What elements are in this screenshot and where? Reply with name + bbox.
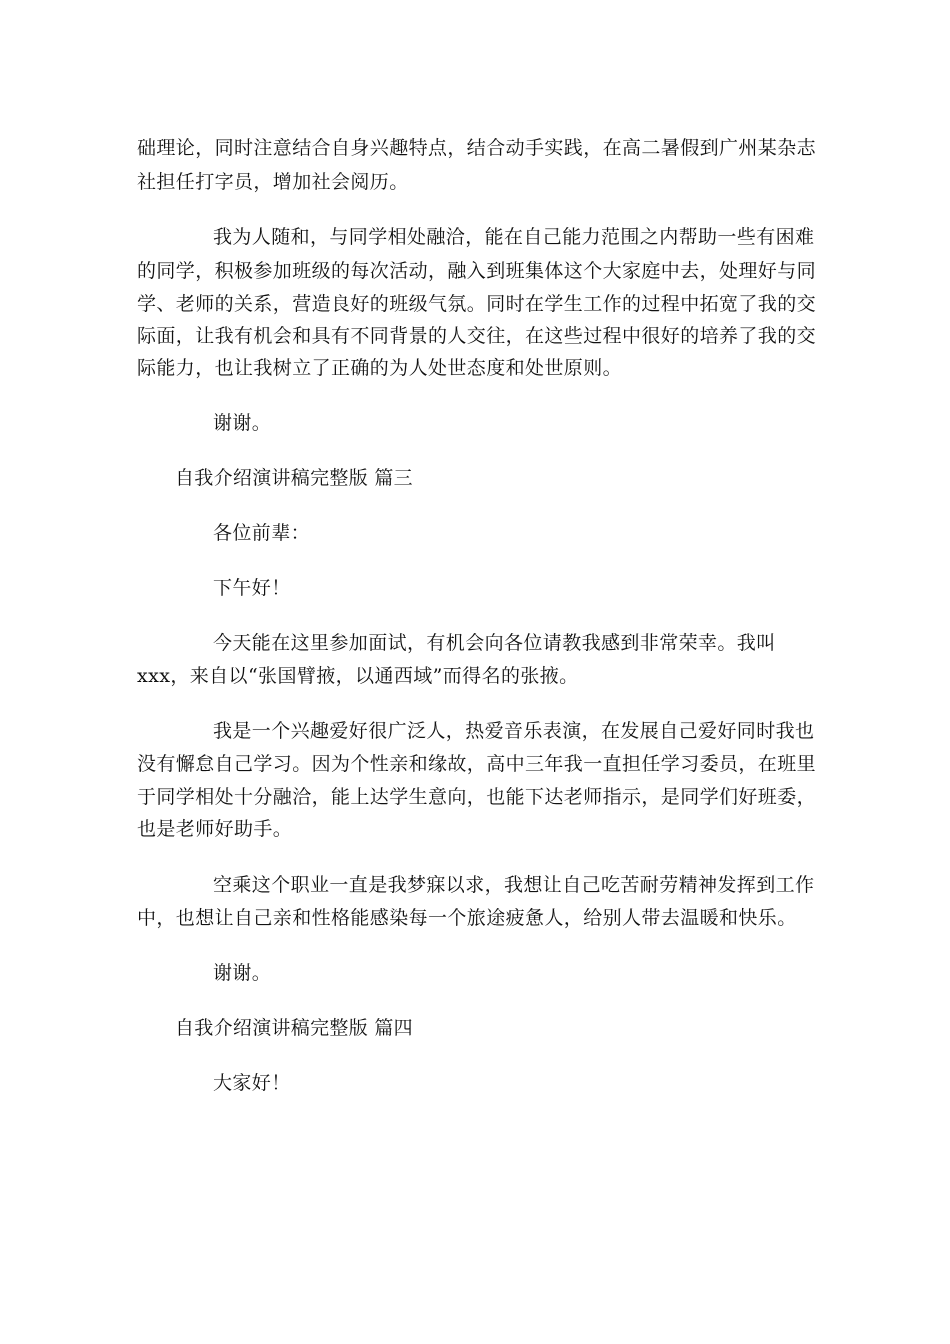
greeting-4: 大家好！ bbox=[213, 1072, 291, 1094]
greeting-3: 各位前辈： bbox=[213, 522, 311, 544]
paragraph-3-line-1: 今天能在这里参加面试，有机会向各位请教我感到非常荣幸。我叫 bbox=[213, 632, 776, 654]
paragraph-4-line-3: 于同学相处十分融洽，能上达学生意向，也能下达老师指示，是同学们好班委， bbox=[137, 786, 817, 808]
paragraph-5-line-2: 中，也想让自己亲和性格能感染每一个旅途疲惫人，给别人带去温暖和快乐。 bbox=[137, 907, 797, 929]
paragraph-3-line-2: xxx，来自以“张国臂掖，以通西域”而得名的张掖。 bbox=[137, 665, 579, 687]
hello-3: 下午好！ bbox=[213, 577, 291, 599]
paragraph-1-line-1: 础理论，同时注意结合自身兴趣特点，结合动手实践，在高二暑假到广州某杂志 bbox=[137, 137, 817, 159]
section-heading-3: 自我介绍演讲稿完整版 篇三 bbox=[175, 467, 413, 489]
paragraph-2-line-4: 际面，让我有机会和具有不同背景的人交往，在这些过程中很好的培养了我的交 bbox=[137, 325, 817, 347]
thanks-text-2: 谢谢。 bbox=[213, 962, 272, 984]
paragraph-4-line-2: 没有懈怠自己学习。因为个性亲和缘故，高中三年我一直担任学习委员，在班里 bbox=[137, 753, 817, 775]
paragraph-1-line-2: 社担任打字员，增加社会阅历。 bbox=[137, 171, 409, 193]
paragraph-2-line-1: 我为人随和，与同学相处融洽，能在自己能力范围之内帮助一些有困难 bbox=[213, 226, 815, 248]
paragraph-5-line-1: 空乘这个职业一直是我梦寐以求，我想让自己吃苦耐劳精神发挥到工作 bbox=[213, 874, 815, 896]
paragraph-2-line-2: 的同学，积极参加班级的每次活动，融入到班集体这个大家庭中去，处理好与同 bbox=[137, 260, 817, 282]
paragraph-4-line-4: 也是老师好助手。 bbox=[137, 818, 293, 840]
section-heading-4: 自我介绍演讲稿完整版 篇四 bbox=[175, 1017, 413, 1039]
thanks-text-1: 谢谢。 bbox=[213, 412, 272, 434]
paragraph-2-line-3: 学、老师的关系，营造良好的班级气氛。同时在学生工作的过程中拓宽了我的交 bbox=[137, 293, 817, 315]
paragraph-2-line-5: 际能力，也让我树立了正确的为人处世态度和处世原则。 bbox=[137, 357, 623, 379]
paragraph-4-line-1: 我是一个兴趣爱好很广泛人，热爱音乐表演，在发展自己爱好同时我也 bbox=[213, 720, 815, 742]
